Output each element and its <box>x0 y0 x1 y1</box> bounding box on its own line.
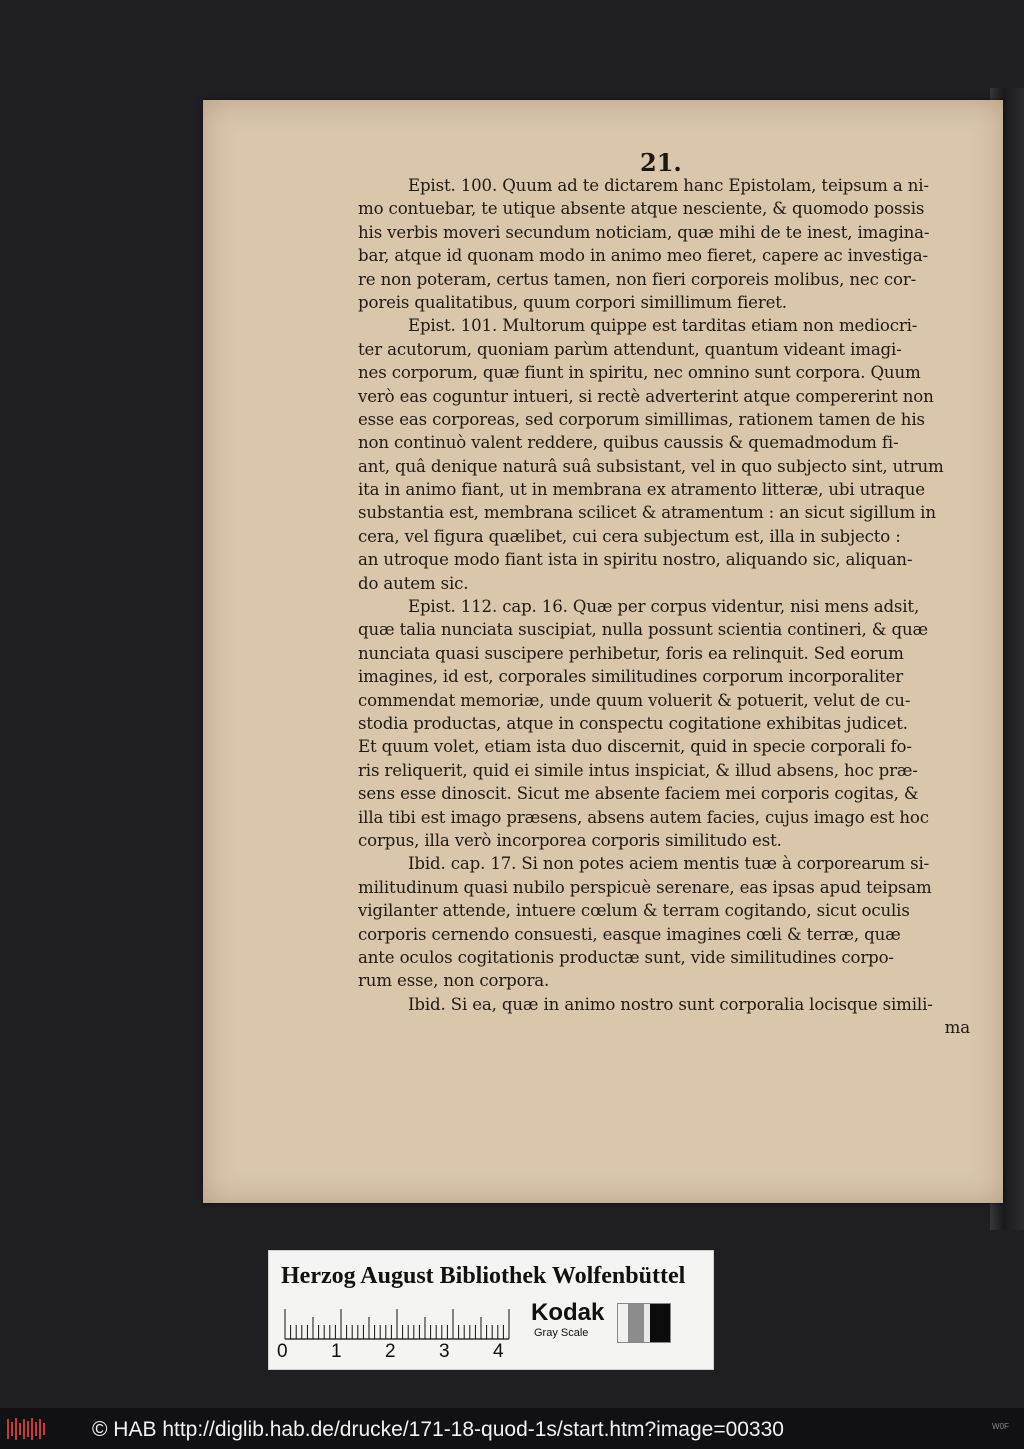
text-line: stodia productas, atque in conspectu cogitatione exhibitas judicet. <box>358 713 908 733</box>
text-line: ris reliquerit, quid ei simile intus inspiciat, & illud absens, hoc præ- <box>358 760 918 780</box>
gray-patch-black <box>650 1304 670 1342</box>
catchword: ma <box>944 1018 970 1038</box>
text-line: re non poteram, certus tamen, non fieri corporeis molibus, nec cor- <box>358 269 917 289</box>
library-title: Herzog August Bibliothek Wolfenbüttel <box>281 1263 686 1289</box>
ruler <box>281 1305 513 1345</box>
ruler-number: 2 <box>385 1341 396 1362</box>
text-line: quæ talia nunciata suscipiat, nulla possunt scientia contineri, & quæ <box>358 620 929 640</box>
text-line: corporis cernendo consuesti, easque imagines cœli & terræ, quæ <box>358 924 901 944</box>
ruler-numbers <box>277 1341 517 1363</box>
text-line: nes corporum, quæ fiunt in spiritu, nec omnino sunt corpora. Quum <box>358 363 921 383</box>
text-line: esse eas corporeas, sed corporum simillimas, rationem tamen de his <box>358 409 925 429</box>
text-line: Ibid. Si ea, quæ in animo nostro sunt corporalia locisque simili- <box>408 994 933 1014</box>
text-line: militudinum quasi nubilo perspicuè serenare, eas ipsas apud teipsam <box>358 877 932 897</box>
text-line: corpus, illa verò incorporea corporis similitudo est. <box>358 830 782 850</box>
gray-patch-mid <box>628 1304 644 1342</box>
text-line: poreis qualitatibus, quum corpori simillimum fieret. <box>358 292 787 312</box>
text-line: ant, quâ denique naturâ suâ subsistant, vel in quo subjecto sint, utrum <box>358 456 944 476</box>
text-line: vigilanter attende, intuere cœlum & terram cogitando, sicut oculis <box>358 901 910 921</box>
hab-logo-icon <box>6 1416 48 1442</box>
text-line: imagines, id est, corporales similitudines corporum incorporaliter <box>358 667 904 687</box>
kodak-logo: Kodak <box>531 1299 605 1326</box>
text-line: bar, atque id quonam modo in animo meo fieret, capere ac investiga- <box>358 246 928 266</box>
ruler-number: 4 <box>493 1341 504 1362</box>
text-line: ante oculos cogitationis productæ sunt, vide similitudines corpo- <box>358 947 894 967</box>
text-line: rum esse, non corpora. <box>358 971 550 991</box>
text-line: an utroque modo fiant ista in spiritu nostro, aliquando sic, aliquan- <box>358 550 913 570</box>
text-line: commendat memoriæ, unde quum voluerit & potuerit, velut de cu- <box>358 690 911 710</box>
text-line: Et quum volet, etiam ista duo discernit, quid in specie corporali fo- <box>358 737 912 757</box>
text-line: Ibid. cap. 17. Si non potes aciem mentis tuæ à corporearum si- <box>408 854 930 874</box>
text-line: ita in animo fiant, ut in membrana ex atramento litteræ, ubi utraque <box>358 480 925 500</box>
ruler-number: 1 <box>331 1341 342 1362</box>
text-line: illa tibi est imago præsens, absens autem facies, cujus imago est hoc <box>358 807 929 827</box>
text-line: cera, vel figura quælibet, cui cera subjectum est, illa in subjecto : <box>358 526 901 546</box>
text-line: verò eas coguntur intueri, si rectè adverterint atque compererint non <box>358 386 934 406</box>
text-line: Epist. 101. Multorum quippe est tarditas etiam non mediocri- <box>408 316 918 336</box>
text-line: sens esse dinoscit. Sicut me absente faciem mei corporis cogitas, & <box>358 784 919 804</box>
text-line: non continuò valent reddere, quibus caussis & quemadmodum fi- <box>358 433 899 453</box>
color-scale-card <box>268 1250 714 1370</box>
ruler-number: 0 <box>277 1341 288 1362</box>
footer-bar <box>0 1408 1024 1449</box>
copyright-url[interactable]: © HAB http://diglib.hab.de/drucke/171-18-quod-1s/start.htm?image=00330 <box>92 1418 784 1441</box>
gray-patches <box>617 1303 671 1343</box>
page-number: 21. <box>640 148 682 177</box>
text-line: mo contuebar, te utique absente atque nesciente, & quomodo possis <box>358 199 925 219</box>
gray-patch-white <box>618 1304 628 1342</box>
ruler-number: 3 <box>439 1341 450 1362</box>
text-line: do autem sic. <box>358 573 469 593</box>
text-line: nunciata quasi suscipere perhibetur, foris ea relinquit. Sed eorum <box>358 643 904 663</box>
text-line: his verbis moveri secundum noticiam, quæ mihi de te inest, imagina- <box>358 222 930 242</box>
text-line: Epist. 112. cap. 16. Quæ per corpus videntur, nisi mens adsit, <box>408 597 920 617</box>
gray-scale-label: Gray Scale <box>534 1327 589 1339</box>
footer-mark: W0F <box>992 1422 1009 1431</box>
text-line: ter acutorum, quoniam parùm attendunt, quantum videant imagi- <box>358 339 902 359</box>
text-line: Epist. 100. Quum ad te dictarem hanc Epistolam, teipsum a ni- <box>408 176 929 195</box>
page-text <box>358 174 978 1039</box>
text-line: substantia est, membrana scilicet & atramentum : an sicut sigillum in <box>358 503 936 523</box>
